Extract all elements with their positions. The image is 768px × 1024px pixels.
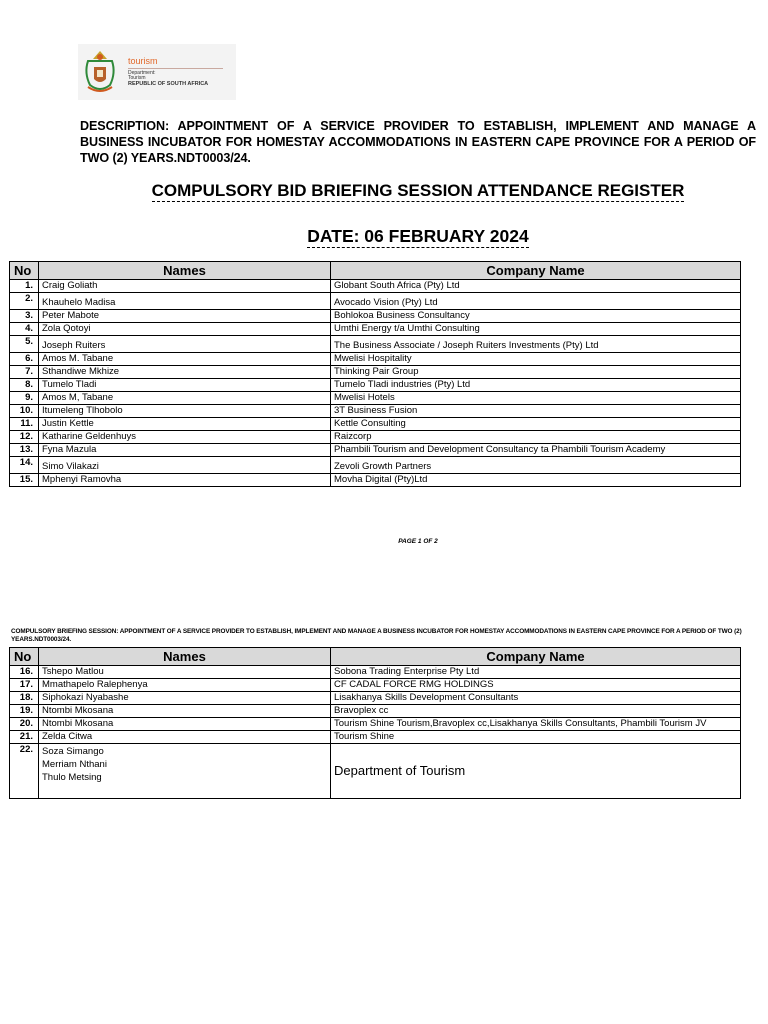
row-names bbox=[39, 744, 331, 799]
row-number: 16. bbox=[10, 666, 39, 679]
row-company: The Business Associate / Joseph Ruiters Investments (Pty) Ltd bbox=[331, 336, 741, 353]
col-header-company: Company Name bbox=[331, 262, 741, 280]
row-company: Mwelisi Hotels bbox=[331, 392, 741, 405]
row-company: Tourism Shine bbox=[331, 731, 741, 744]
col-header-no: No bbox=[10, 648, 39, 666]
row-number: 20. bbox=[10, 718, 39, 731]
row-company: Phambili Tourism and Development Consultancy ta Phambili Tourism Academy bbox=[331, 444, 741, 457]
row-company: Tourism Shine Tourism,Bravoplex cc,Lisakhanya Skills Consultants, Phambili Tourism JV bbox=[331, 718, 741, 731]
row-number: 6. bbox=[10, 353, 39, 366]
row-name: Itumeleng Tlhobolo bbox=[39, 405, 331, 418]
table-row bbox=[10, 405, 741, 418]
row-number: 5. bbox=[10, 336, 39, 353]
table-row bbox=[10, 336, 741, 353]
row-number: 1. bbox=[10, 280, 39, 293]
row-number: 18. bbox=[10, 692, 39, 705]
row-number: 8. bbox=[10, 379, 39, 392]
row-name: Thulo Metsing bbox=[42, 772, 102, 783]
session-date bbox=[0, 226, 768, 247]
session-date-text: DATE: 06 FEBRUARY 2024 bbox=[307, 226, 529, 246]
row-company: Movha Digital (Pty)Ltd bbox=[331, 474, 741, 487]
table-row bbox=[10, 353, 741, 366]
row-number: 17. bbox=[10, 679, 39, 692]
department-logo bbox=[78, 44, 236, 100]
row-company: Umthi Energy t/a Umthi Consulting bbox=[331, 323, 741, 336]
attendance-rows-page2 bbox=[10, 666, 741, 744]
row-company: Tumelo Tladi industries (Pty) Ltd bbox=[331, 379, 741, 392]
table-row bbox=[10, 293, 741, 310]
row-number: 4. bbox=[10, 323, 39, 336]
page-footer: PAGE 1 OF 2 bbox=[398, 538, 438, 545]
row-name: Khauhelo Madisa bbox=[39, 293, 331, 310]
row-company: Department of Tourism bbox=[331, 744, 741, 799]
row-company: Mwelisi Hospitality bbox=[331, 353, 741, 366]
page2-header: COMPULSORY BRIEFING SESSION: APPOINTMENT OF A SERVICE PROVIDER TO ESTABLISH, IMPLEMENT AND MANAGE A BUSINESS INCUBATOR FOR HOMESTAY ACCOMMODATIONS IN EASTERN CAPE PROVINCE FOR A PERIOD OF TWO (2) YEARS.NDT0003/24. bbox=[11, 628, 742, 643]
col-header-company: Company Name bbox=[331, 648, 741, 666]
tender-description: DESCRIPTION: APPOINTMENT OF A SERVICE PROVIDER TO ESTABLISH, IMPLEMENT AND MANAGE A BUSINESS INCUBATOR FOR HOMESTAY ACCOMMODATIONS IN EASTERN CAPE PROVINCE FOR A PERIOD OF TWO (2) YEARS.NDT0003/24. bbox=[80, 119, 756, 165]
table-row bbox=[10, 744, 741, 799]
row-name: Merriam Nthani bbox=[42, 759, 107, 770]
logo-wordmark: tourism bbox=[128, 55, 158, 66]
row-number: 19. bbox=[10, 705, 39, 718]
row-number: 14. bbox=[10, 457, 39, 474]
logo-country: REPUBLIC OF SOUTH AFRICA bbox=[128, 80, 209, 87]
row-name: Ntombi Mkosana bbox=[39, 718, 331, 731]
table-row bbox=[10, 731, 741, 744]
table-row bbox=[10, 379, 741, 392]
table-row bbox=[10, 310, 741, 323]
row-name: Joseph Ruiters bbox=[39, 336, 331, 353]
row-company: Bohlokoa Business Consultancy bbox=[331, 310, 741, 323]
row-company: Sobona Trading Enterprise Pty Ltd bbox=[331, 666, 741, 679]
row-name: Mmathapelo Ralephenya bbox=[39, 679, 331, 692]
row-name: Simo Vilakazi bbox=[39, 457, 331, 474]
row-company: Thinking Pair Group bbox=[331, 366, 741, 379]
row-name: Amos M, Tabane bbox=[39, 392, 331, 405]
row-name: Siphokazi Nyabashe bbox=[39, 692, 331, 705]
register-title-text: COMPULSORY BID BRIEFING SESSION ATTENDANCE REGISTER bbox=[151, 181, 685, 200]
row-company: CF CADAL FORCE RMG HOLDINGS bbox=[331, 679, 741, 692]
row-company: Avocado Vision (Pty) Ltd bbox=[331, 293, 741, 310]
row-number: 7. bbox=[10, 366, 39, 379]
logo-line2: Tourism bbox=[128, 75, 146, 82]
attendance-table-page1 bbox=[9, 261, 741, 487]
row-number: 9. bbox=[10, 392, 39, 405]
row-company: Bravoplex cc bbox=[331, 705, 741, 718]
row-number: 15. bbox=[10, 474, 39, 487]
row-company: Lisakhanya Skills Development Consultants bbox=[331, 692, 741, 705]
table-row bbox=[10, 366, 741, 379]
attendance-table-page2 bbox=[9, 647, 741, 799]
row-company: Raizcorp bbox=[331, 431, 741, 444]
table-row bbox=[10, 323, 741, 336]
row-company: Globant South Africa (Pty) Ltd bbox=[331, 280, 741, 293]
table-row bbox=[10, 418, 741, 431]
table-row bbox=[10, 457, 741, 474]
row-name: Justin Kettle bbox=[39, 418, 331, 431]
row-number: 3. bbox=[10, 310, 39, 323]
row-name: Amos M. Tabane bbox=[39, 353, 331, 366]
table-row bbox=[10, 392, 741, 405]
row-name: Tshepo Matlou bbox=[39, 666, 331, 679]
row-number: 10. bbox=[10, 405, 39, 418]
row-name: Zola Qotoyi bbox=[39, 323, 331, 336]
row-company: Zevoli Growth Partners bbox=[331, 457, 741, 474]
row-name: Mphenyi Ramovha bbox=[39, 474, 331, 487]
row-name: Zelda Citwa bbox=[39, 731, 331, 744]
row-company: 3T Business Fusion bbox=[331, 405, 741, 418]
table-row bbox=[10, 666, 741, 679]
logo-line1: Department: bbox=[128, 70, 156, 77]
register-title bbox=[0, 181, 768, 201]
row-name: Peter Mabote bbox=[39, 310, 331, 323]
table-row bbox=[10, 444, 741, 457]
table-row bbox=[10, 692, 741, 705]
row-company: Kettle Consulting bbox=[331, 418, 741, 431]
row-name: Fyna Mazula bbox=[39, 444, 331, 457]
row-name: Ntombi Mkosana bbox=[39, 705, 331, 718]
row-name: Katharine Geldenhuys bbox=[39, 431, 331, 444]
row-number: 12. bbox=[10, 431, 39, 444]
table-row bbox=[10, 679, 741, 692]
row-number: 11. bbox=[10, 418, 39, 431]
table-row bbox=[10, 280, 741, 293]
table-row bbox=[10, 474, 741, 487]
row-name: Soza Simango bbox=[42, 746, 104, 757]
row-number: 21. bbox=[10, 731, 39, 744]
col-header-names: Names bbox=[39, 648, 331, 666]
table-row bbox=[10, 431, 741, 444]
row-number: 13. bbox=[10, 444, 39, 457]
table-row bbox=[10, 718, 741, 731]
row-number: 2. bbox=[10, 293, 39, 310]
col-header-names: Names bbox=[39, 262, 331, 280]
table-row bbox=[10, 705, 741, 718]
row-name: Craig Goliath bbox=[39, 280, 331, 293]
row-name: Sthandiwe Mkhize bbox=[39, 366, 331, 379]
col-header-no: No bbox=[10, 262, 39, 280]
row-number: 22. bbox=[10, 744, 39, 799]
coat-of-arms-icon bbox=[82, 47, 118, 97]
row-name: Tumelo Tladi bbox=[39, 379, 331, 392]
attendance-rows-page1 bbox=[10, 280, 741, 487]
